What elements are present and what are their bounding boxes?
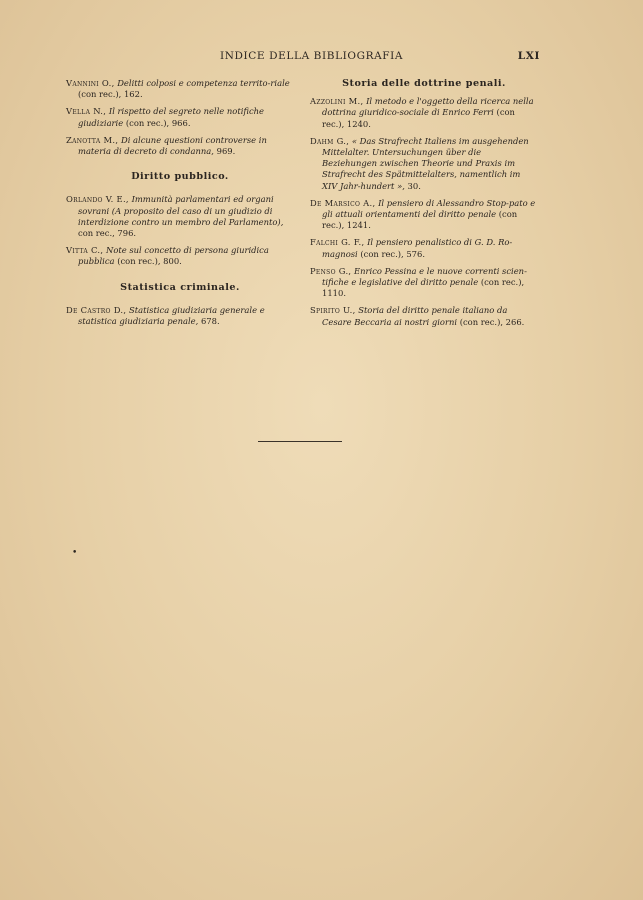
bibliography-entry bbox=[66, 245, 294, 267]
bibliography-entry bbox=[310, 237, 538, 259]
entry-title: Note sul concetto di persona giuridica pubblica bbox=[78, 245, 269, 267]
entry-reference: (con rec.), 800. bbox=[117, 256, 182, 267]
bibliography-entry bbox=[310, 136, 538, 192]
entry-author: Vella N., bbox=[66, 106, 107, 117]
left-column bbox=[66, 78, 294, 333]
entry-title: « Das Strafrecht Italiens im ausgehenden Mittelalter. Untersuchungen über die Beziehungen zwischen Theorie und Praxis im Strafrecht des Spätmittelalters, namentlich im XIV Jahr-hundert », bbox=[322, 135, 529, 191]
entry-title: Enrico Pessina e le nuove correnti scien-tifiche e legislative del diritto penale bbox=[322, 265, 527, 288]
bibliography-entry bbox=[310, 305, 538, 327]
entry-author: Vitta C., bbox=[66, 245, 104, 256]
end-rule bbox=[258, 441, 342, 442]
entry-reference: (con rec.), 266. bbox=[459, 316, 525, 327]
entry-title: Storia del diritto penale italiano da Cesare Beccaria ai nostri giorni bbox=[322, 305, 508, 327]
entry-reference: (con rec.), 966. bbox=[125, 117, 191, 128]
section-heading-diritto-pubblico: Diritto pubblico. bbox=[131, 171, 229, 183]
entries-top bbox=[66, 78, 294, 157]
entries-stats bbox=[66, 305, 294, 327]
entries-history bbox=[310, 96, 538, 328]
bibliography-entry bbox=[310, 96, 538, 130]
entry-title: Il rispetto del segreto nelle notifiche giudiziarie bbox=[78, 106, 265, 128]
bibliography-entry bbox=[66, 135, 294, 157]
entry-reference: (con rec.), 162. bbox=[78, 89, 143, 100]
entry-author: Spirito U., bbox=[310, 305, 356, 316]
bibliography-entry bbox=[66, 106, 294, 128]
entry-title: Immunità parlamentari ed organi sovrani (A proposito del caso di un giudizio di interdizione contro un membro del Parlamento), bbox=[78, 194, 284, 227]
entry-title: Delitti colposi e competenza territo-riale bbox=[117, 78, 290, 88]
bibliography-entry bbox=[66, 305, 294, 327]
ink-speck: • bbox=[72, 548, 78, 558]
entries-public bbox=[66, 194, 294, 267]
entry-reference: con rec., 796. bbox=[78, 228, 137, 239]
entry-author: Orlando V. E., bbox=[66, 194, 129, 205]
entry-author: Dahm G., bbox=[310, 135, 350, 146]
running-head-title: INDICE DELLA BIBLIOGRAFIA bbox=[220, 50, 404, 62]
entry-author: Vannini O., bbox=[66, 78, 115, 88]
bibliography-entry bbox=[310, 266, 538, 300]
bibliography-entry bbox=[66, 78, 294, 100]
entry-author: Penso G., bbox=[310, 265, 352, 276]
entry-reference: 969. bbox=[216, 146, 236, 157]
section-heading-statistica: Statistica criminale. bbox=[120, 281, 240, 293]
entry-title: Statistica giudiziaria generale e statistica giudiziaria penale, bbox=[78, 304, 265, 327]
entry-title: Il metodo e l'oggetto della ricerca nella dottrina giuridico-sociale di Enrico Ferri bbox=[322, 96, 534, 118]
bibliography-entry bbox=[310, 198, 538, 232]
entry-author: Falchi G. F., bbox=[310, 237, 365, 248]
section-heading-storia: Storia delle dottrine penali. bbox=[342, 78, 506, 89]
bibliography-entry bbox=[66, 194, 294, 239]
entry-author: De Marsico A., bbox=[310, 197, 376, 208]
entry-title: Il pensiero penalistico di G. D. Ro-magnosi bbox=[322, 237, 513, 259]
entry-reference: (con rec.), 1110. bbox=[322, 277, 525, 299]
entry-reference: 30. bbox=[407, 180, 421, 191]
entry-author: Azzolini M., bbox=[310, 96, 364, 107]
entry-author: De Castro D., bbox=[66, 304, 127, 315]
entry-reference: (con rec.), 1240. bbox=[322, 107, 515, 129]
entry-author: Zanotta M., bbox=[66, 134, 119, 145]
right-column bbox=[310, 78, 538, 334]
running-head bbox=[60, 50, 540, 64]
page-number: LXI bbox=[517, 50, 540, 62]
entry-reference: 678. bbox=[200, 316, 220, 327]
entry-title: Il pensiero di Alessandro Stop-pato e gli attuali orientamenti del diritto penale bbox=[322, 197, 536, 220]
entry-reference: (con rec.), 1241. bbox=[322, 209, 518, 231]
entry-reference: (con rec.), 576. bbox=[360, 248, 425, 259]
entry-title: Di alcune questioni controverse in materia di decreto di condanna, bbox=[78, 134, 267, 157]
